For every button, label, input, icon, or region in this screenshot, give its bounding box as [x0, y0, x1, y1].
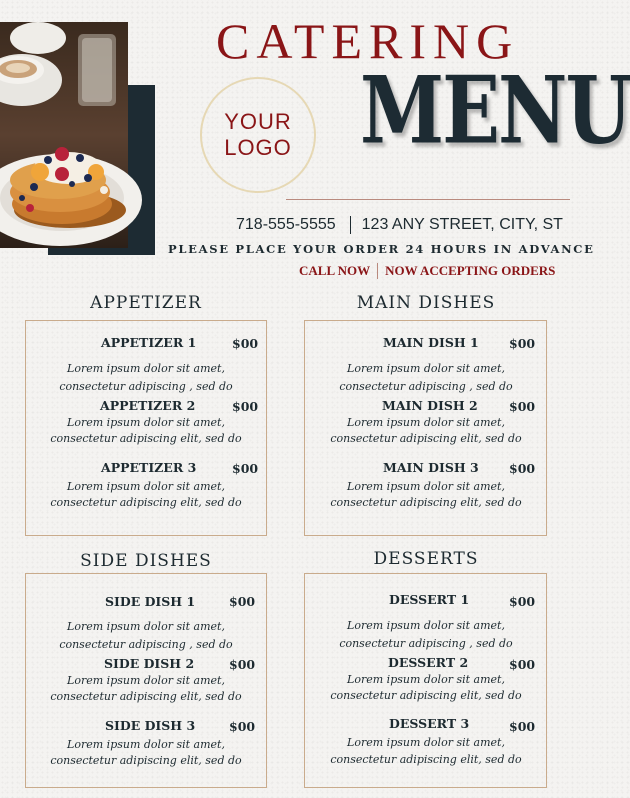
menu-item-desc-line1: Lorem ipsum dolor sit amet,: [67, 674, 225, 687]
menu-item-name: DESSERT 1: [389, 592, 470, 607]
menu-item-desc-line1: Lorem ipsum dolor sit amet,: [67, 480, 225, 493]
menu-item-desc-line2: consectetur adipiscing elit, sed do: [330, 432, 522, 445]
menu-item-name: MAIN DISH 1: [383, 335, 479, 350]
section-title-side-dishes: SIDE DISHES: [80, 551, 212, 571]
menu-item-price: $00: [229, 657, 256, 672]
title-menu: MENU: [360, 56, 630, 165]
menu-item-desc-line2: consectetur adipiscing , sed do: [339, 637, 513, 650]
accent-divider: [286, 199, 570, 200]
menu-item-desc-line2: consectetur adipiscing , sed do: [339, 380, 513, 393]
menu-item-desc-line2: consectetur adipiscing elit, sed do: [330, 689, 522, 702]
menu-item-desc-line2: consectetur adipiscing elit, sed do: [50, 690, 242, 703]
menu-item-name: MAIN DISH 3: [383, 460, 479, 475]
order-notice: PLEASE PLACE YOUR ORDER 24 HOURS IN ADVANCE: [168, 242, 595, 256]
logo-text-line2: LOGO: [224, 135, 292, 160]
menu-item-desc-line2: consectetur adipiscing elit, sed do: [330, 753, 522, 766]
section-title-desserts: DESSERTS: [373, 549, 479, 569]
menu-item-desc-line2: consectetur adipiscing elit, sed do: [50, 432, 242, 445]
menu-item-desc-line1: Lorem ipsum dolor sit amet,: [347, 416, 505, 429]
menu-item-desc-line1: Lorem ipsum dolor sit amet,: [347, 480, 505, 493]
accepting-orders-text: NOW ACCEPTING ORDERS: [385, 263, 556, 278]
menu-item-name: APPETIZER 2: [100, 398, 196, 413]
menu-item-desc-line1: Lorem ipsum dolor sit amet,: [347, 736, 505, 749]
menu-item-desc-line1: Lorem ipsum dolor sit amet,: [67, 362, 225, 375]
contact-line: [236, 216, 563, 234]
address: 123 ANY STREET, CITY, ST: [361, 216, 563, 233]
section-title-main-dishes: MAIN DISHES: [356, 293, 496, 313]
menu-item-desc-line1: Lorem ipsum dolor sit amet,: [347, 362, 505, 375]
section-title-appetizer: APPETIZER: [90, 293, 202, 313]
menu-item-desc-line2: consectetur adipiscing elit, sed do: [50, 754, 242, 767]
menu-item-name: SIDE DISH 1: [105, 594, 196, 609]
menu-item-price: $00: [232, 336, 259, 351]
menu-item-desc-line2: consectetur adipiscing elit, sed do: [330, 496, 522, 509]
menu-item-name: APPETIZER 1: [101, 335, 197, 350]
contact-separator: [350, 216, 351, 234]
call-now-text: CALL NOW: [299, 263, 371, 278]
phone-number: 718-555-5555: [236, 216, 336, 233]
menu-item-name: MAIN DISH 2: [382, 398, 478, 413]
menu-item-price: $00: [509, 719, 536, 734]
menu-item-price: $00: [232, 461, 259, 476]
menu-item-price: $00: [509, 657, 536, 672]
menu-item-price: $00: [509, 594, 536, 609]
callbar-separator: [377, 263, 378, 279]
title-catering: CATERING: [216, 13, 520, 69]
menu-item-price: $00: [229, 719, 256, 734]
menu-item-desc-line1: Lorem ipsum dolor sit amet,: [347, 673, 505, 686]
logo-text-line1: YOUR: [224, 109, 292, 134]
menu-item-name: SIDE DISH 2: [104, 656, 195, 671]
menu-item-desc-line2: consectetur adipiscing , sed do: [59, 380, 233, 393]
menu-item-desc-line1: Lorem ipsum dolor sit amet,: [67, 620, 225, 633]
call-bar: [299, 263, 555, 279]
menu-item-desc-line1: Lorem ipsum dolor sit amet,: [347, 619, 505, 632]
menu-item-price: $00: [232, 399, 259, 414]
menu-item-price: $00: [229, 594, 256, 609]
menu-item-desc-line2: consectetur adipiscing , sed do: [59, 638, 233, 651]
menu-item-desc-line2: consectetur adipiscing elit, sed do: [50, 496, 242, 509]
menu-item-desc-line1: Lorem ipsum dolor sit amet,: [67, 416, 225, 429]
menu-item-name: APPETIZER 3: [101, 460, 197, 475]
menu-item-name: DESSERT 3: [389, 716, 470, 731]
logo-placeholder: [200, 77, 316, 193]
menu-item-name: SIDE DISH 3: [105, 718, 196, 733]
food-photo: [0, 22, 128, 248]
menu-item-price: $00: [509, 336, 536, 351]
menu-item-price: $00: [509, 399, 536, 414]
menu-item-name: DESSERT 2: [388, 655, 469, 670]
menu-item-price: $00: [509, 461, 536, 476]
menu-item-desc-line1: Lorem ipsum dolor sit amet,: [67, 738, 225, 751]
